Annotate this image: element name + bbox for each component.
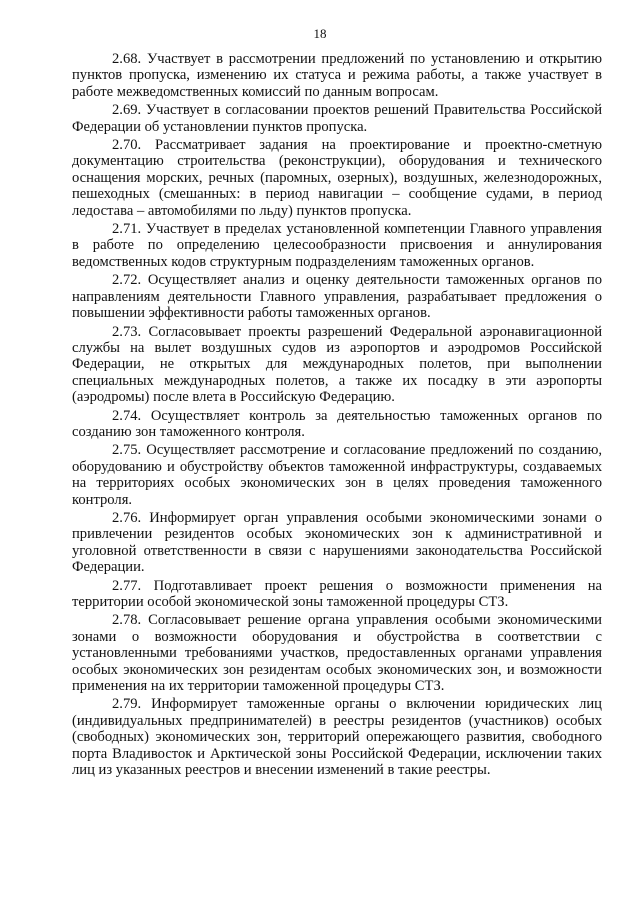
document-body — [72, 51, 602, 780]
paragraph-2-77: 2.77. Подготавливает проект решения о возможности применения на территории особой экономической зоны таможенной процедуры СТЗ. — [72, 577, 602, 610]
paragraph-2-74: 2.74. Осуществляет контроль за деятельностью таможенных органов по созданию зон таможенного контроля. — [72, 407, 602, 440]
paragraph-2-69: 2.69. Участвует в согласовании проектов решений Правительства Российской Федерации об установлении пунктов пропуска. — [72, 102, 602, 135]
paragraph-2-76: 2.76. Информирует орган управления особыми экономическими зонами о привлечении резидентов особых экономических зон к административной и уголовной ответственности в связи с нарушениями законодательства Российской Федерации. — [72, 509, 602, 576]
paragraph-2-79: 2.79. Информирует таможенные органы о включении юридических лиц (индивидуальных предпринимателей) в реестры резидентов (участников) особых (свободных) экономических зон, территорий опережающего развития, свободного порта Владивосток и Арктической зоны Российской Федерации, исключении таких лиц из указанных реестров и внесении изменений в такие реестры. — [72, 696, 602, 779]
paragraph-2-72: 2.72. Осуществляет анализ и оценку деятельности таможенных органов по направлениям деятельности Главного управления, разрабатывает предложения о повышении эффективности работы таможенных органов. — [72, 272, 602, 322]
paragraph-2-78: 2.78. Согласовывает решение органа управления особыми экономическими зонами о возможности оборудования и обустройства в соответствии с установленными требованиями участков, предоставленных органами управления особых экономических зон резидентам особых экономических зон, и возможности применения на их территории таможенной процедуры СТЗ. — [72, 612, 602, 695]
paragraph-2-73: 2.73. Согласовывает проекты разрешений Федеральной аэронавигационной службы на вылет воздушных судов из аэропортов и аэродромов Российской Федерации, не открытых для международных полетов, при выполнении специальных международных полетов, а также их посадку в эти аэропорты (аэродромы) после влета в Российскую Федерацию. — [72, 323, 602, 406]
paragraph-2-71: 2.71. Участвует в пределах установленной компетенции Главного управления в работе по определению целесообразности присвоения и аннулирования ведомственных кодов структурным подразделениям таможенных органов. — [72, 221, 602, 270]
paragraph-2-68: 2.68. Участвует в рассмотрении предложений по установлению и открытию пунктов пропуска, изменению их статуса и режима работы, а также участвует в работе межведомственных комиссий по данным вопросам. — [72, 51, 602, 100]
page-number: 18 — [313, 26, 327, 41]
paragraph-2-70: 2.70. Рассматривает задания на проектирование и проектно-сметную документацию строительства (реконструкции), оборудования и технического оснащения морских, речных (паромных, озерных), воздушных, железнодорожных, пешеходных (смешанных: в период навигации – сообщение судами, в период ледостава – автомобилями по льду) пунктов пропуска. — [72, 137, 602, 219]
paragraph-2-75: 2.75. Осуществляет рассмотрение и согласование предложений по созданию, оборудованию и обустройству объектов таможенной инфраструктуры, создаваемых на территориях особых экономических зон в целях проведения таможенного контроля. — [72, 442, 602, 508]
